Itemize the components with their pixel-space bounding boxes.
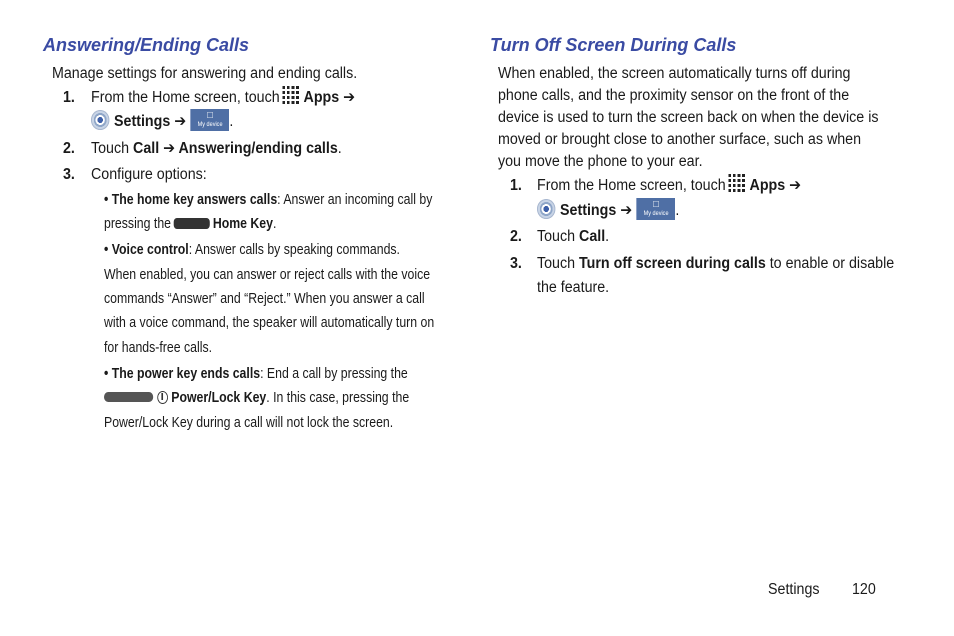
step-number: 3. [510,255,522,272]
step-1-line-2: Settings ➔ □ My device . [91,111,233,133]
bullet-voice-control-line-2: When enabled, you can answer or reject calls with the voice [104,266,431,283]
bullet-power-key-line-2: Power/Lock Key. In this case, pressing the [104,387,409,409]
step-number: 2. [510,228,522,245]
description-line-3: device is used to turn the screen back on when the device is [498,109,879,126]
step-1-line-1: From the Home screen, touch Apps ➔ [537,175,801,197]
step-3-line-2: the feature. [537,279,610,296]
intro-text: Manage settings for answering and ending calls. [52,65,358,82]
step-1-line-2: Settings ➔ □ My device . [537,200,679,222]
step-number: 1. [510,177,522,194]
settings-gear-icon [91,110,109,130]
step-number: 2. [63,140,75,157]
bullet-power-key-line-3: Power/Lock Key during a call will not lock the screen. [104,414,394,431]
step-number: 1. [63,89,75,106]
power-symbol-icon [157,391,168,404]
footer-section-name: Settings [768,581,820,598]
my-device-icon: □ My device [191,109,230,131]
section-heading-answering: Answering/Ending Calls [43,35,250,55]
step-3-line-1: Touch Turn off screen during calls to enable or disable [537,255,895,272]
step-2-line: Touch Call ➔ Answering/ending calls. [91,140,342,157]
home-key-icon [173,218,209,229]
description-line-4: moved or brought close to another surface, such as when [498,131,862,148]
step-3-line: Configure options: [91,166,207,183]
power-key-icon [104,392,153,402]
settings-gear-icon [537,199,555,219]
bullet-home-key-line-1: • The home key answers calls: Answer an incoming call by [104,191,433,208]
apps-grid-icon [728,174,746,194]
description-line-2: phone calls, and the proximity sensor on the front of the [498,87,850,104]
bullet-home-key-line-2: pressing the Home Key. [104,215,277,232]
bullet-power-key-line-1: • The power key ends calls: End a call by pressing the [104,365,408,382]
step-2-line: Touch Call. [537,228,610,245]
description-line-5: you move the phone to your ear. [498,153,703,170]
bullet-voice-control-line-4: with a voice command, the speaker will automatically turn on [104,314,435,331]
apps-grid-icon [282,86,300,106]
bullet-voice-control-line-5: for hands-free calls. [104,339,213,356]
page-number: 120 [852,581,876,598]
section-heading-turn-off-screen: Turn Off Screen During Calls [490,35,737,55]
bullet-voice-control-line-3: commands “Answer” and “Reject.” When you answer a call [104,290,425,307]
description-line-1: When enabled, the screen automatically turns off during [498,65,851,82]
step-number: 3. [63,166,75,183]
step-1-line-1: From the Home screen, touch Apps ➔ [91,87,355,109]
bullet-voice-control-line-1: • Voice control: Answer calls by speaking commands. [104,241,400,258]
my-device-icon: □ My device [637,198,676,220]
